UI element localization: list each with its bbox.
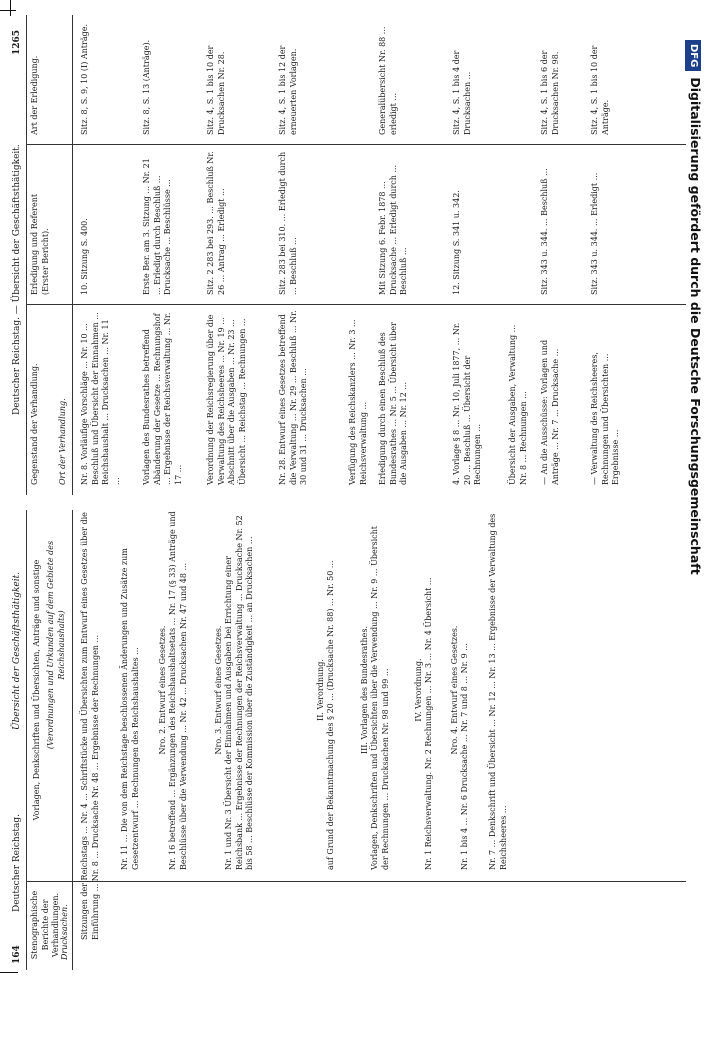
left-entry-2-heading: Nro. 2. Entwurf eines Gesetzes. [158, 625, 167, 755]
right-row-8-subject: — An die Ausschüsse: Vorlagen und Anträge ... Nr. 7 ... Drucksache ... [540, 339, 560, 485]
left-entry-6-heading: IV. Verordnung. [414, 658, 423, 722]
left-entry-4-body: auf Grund der Bekanntmachung des § 20 ... (Drucksache Nr. 88) ... Nr. 50 ... [326, 560, 335, 870]
left-page-number: 164 [12, 945, 22, 964]
right-page [0, 0, 707, 495]
right-col-header-3: Art der Erledigung. [30, 55, 39, 135]
left-entry-3-heading: Nro. 3. Entwurf eines Gesetzes. [214, 625, 223, 755]
right-top-rule [26, 15, 27, 495]
left-entry-5 [360, 510, 391, 870]
right-row-0-subject: Nr. 8. Vorläufige Vorschläge ... Nr. 10 ... Beschluß und Übersicht der Einnahmen ... Reichshaushalt ... Drucksachen ... Nr. 11 ... [80, 312, 121, 485]
right-row-9-ref: Sitz. 343 u. 344. ... Erledigt ... [590, 172, 599, 295]
right-row-3-result: Sitz. 4, S. 1 bis 12 der erneuerten Vorlagen. [278, 45, 298, 135]
right-row-8-result: Sitz. 4, S. 1 bis 6 der Drucksachen Nr. 98. [540, 50, 560, 135]
left-entry-8-body: Nr. 7 ... Denkschrift und Übersicht ... Nr. 12 ... Nr. 13 ... Ergebnisse der Verwaltung des Reichsheeres ... [488, 513, 508, 870]
left-entry-7 [450, 510, 471, 870]
right-row-3-ref: Sitz. 283 bei 310. ... Erledigt durch ... Beschluß ... [278, 151, 298, 295]
right-row-9-result: Sitz. 4, S. 1 bis 10 der Anträge. [590, 45, 610, 135]
left-entry-0-body: Sitzungen der Reichstags ... Nr. 4 ... Schriftstücke und Übersichten zum Entwurf eines Gesetzes über die Einführung ... Nr. 8 ... Drucksache Nr. 48 ... Ergebnisse der Rechnungen ... [80, 512, 100, 940]
right-col-header-2: Erledigung und Referent (Erster Bericht). [30, 193, 50, 295]
left-entry-3 [214, 510, 256, 870]
left-entry-7-heading: Nro. 4. Entwurf eines Gesetzes. [450, 625, 459, 755]
left-title-line: Vorlagen, Denkschriften und Übersichten, Anträge und sonstige [32, 559, 41, 821]
right-col-header-4: Ort der Verhandlung. [58, 398, 67, 485]
right-row-8-ref: Sitz. 343 u. 344. ... Beschluß ... [540, 168, 549, 295]
left-entry-6-body: Nr. 1 Reichsverwaltung. Nr. 2 Rechnungen ... Nr. 3 ... Nr. 4 Übersicht ... [424, 577, 433, 870]
right-row-0-result: Sitz. 8, S. 9, 10 (I) Anträge. [80, 24, 89, 135]
left-entry-4 [316, 510, 337, 870]
left-entry-7-body: Nr. 1 bis 4 ... Nr. 6 Drucksache ... Nr. 7 und 8 ... Nr. 9 ... [460, 643, 469, 870]
left-col-header-1: Stenographische Berichte der Verhandlungen. [30, 890, 60, 960]
right-row-1-result: Sitz. 8, S. 13 (Anträge). [142, 39, 151, 135]
right-row-1-subject: Vorlagen des Bundesrathes betreffend Abänderung der Gesetze ... Rechnungshof ... Ergebnisse der Reichsverwaltung ... Nr. 17 ... [142, 312, 183, 485]
left-top-rule [26, 510, 27, 970]
left-entry-0 [80, 510, 101, 940]
right-page-number: 1265 [12, 29, 22, 55]
right-row-9-subject: — Verwaltung des Reichsheeres, Rechnungen und Übersichten ... Ergebnisse ... [590, 352, 620, 485]
right-row-4-subject: Verfügung des Reichskanzlers ... Nr. 3 ... Reichsverwaltung ... [348, 319, 368, 485]
left-header-rule [72, 510, 73, 970]
right-row-5-result: Generalübersicht Nr. 88 ... erledigt ... [378, 26, 398, 135]
dfg-notice-strip [685, 0, 705, 1000]
left-entry-4-heading: II. Verordnung. [316, 659, 325, 721]
left-col-header-2: Drucksachen. [60, 904, 69, 960]
left-subtitle: (Verordnungen und Urkunden auf dem Gebiete des Reichshaushalts) [46, 540, 66, 750]
right-header-rule [72, 15, 73, 495]
right-col-divider-1 [26, 304, 686, 305]
left-entry-5-heading: III. Vorlagen des Bundesrathes. [360, 625, 369, 755]
left-entry-1 [120, 510, 141, 870]
left-entry-1-body: Nr. 11 ... Die von dem Reichstage beschlossenen Änderungen und Zusätze zum Gesetzentwurf ... Rechnungen des Reichshaushaltes ... [120, 548, 140, 870]
right-row-7-subject: Übersicht der Ausgaben, Verwaltung ... Nr. 8 ... Rechnungen ... [508, 324, 528, 485]
right-col-divider-2 [26, 144, 686, 145]
left-entry-8 [488, 510, 509, 870]
right-col-header-1: Gegenstand der Verhandlung. [30, 363, 39, 485]
left-entry-3-body: Nr. 1 und Nr. 3 Übersicht der Einnahmen und Ausgaben bei Errichtung einer Reichsbank ... Ergebnisse der Rechnungen der Reichsverwaltung ... Drucksache Nr. 52 bis 58 ... Beschlüsse der Kommission über die Zuständigkeit ... an Drucksachen ... [224, 515, 254, 870]
left-entry-2-body: Nr. 16 betreffend ... Ergänzungen des Reichshaushaltsetats ... Nr. 17 (§ 33) Anträge und Beschlüsse über die Verwendung ... Nr. 42 ... Drucksachen Nr. 47 und 48 ... [168, 511, 188, 870]
left-entry-6 [414, 510, 435, 870]
left-column-divider [26, 881, 686, 882]
dfg-notice-text: Digitalisierung gefördert durch die Deutsche Forschungsgemeinschaft [688, 77, 703, 575]
left-running-head-center: Übersicht der Geschäftsthätigkeit. [12, 571, 22, 730]
right-row-6-result: Sitz. 4, S. 1 bis 4 der Drucksachen ... [452, 50, 472, 135]
right-row-5-subject: Erledigung durch einen Beschluß des Bundesrathes ... Nr. 5 ... Übersicht über die Ausgaben ... Nr. 12 ... [378, 322, 408, 485]
dfg-logo-badge: DFG [685, 40, 701, 71]
left-page [0, 500, 707, 1000]
dfg-notice [685, 0, 705, 1040]
right-row-2-subject: Verordnung der Reichsregierung über die Verwaltung des Reichsheeres ... Nr. 19 ... Abschnitt über die Ausgaben ... Nr. 23 ... Übersicht ... Reichstag ... Rechnungen ... [206, 314, 247, 485]
left-entry-2 [158, 510, 189, 870]
right-row-0-ref: 10. Sitzung S. 400. [80, 218, 89, 295]
right-row-3-subject: Nr. 28. Entwurf eines Gesetzes betreffend die Verwaltung ... Nr. 29 ... Beschluß ... Nr. 30 und 31 ... Drucksachen ... [278, 310, 308, 485]
right-row-2-result: Sitz. 4, S. 1 bis 10 der Drucksachen Nr. 28. [206, 45, 226, 135]
right-row-6-ref: 12. Sitzung S. 341 u. 342. [452, 190, 461, 295]
right-row-6-subject: 4. Vorlage § 8 ... Nr. 10, Juli 1877, ... Nr. 20 ... Beschluß ... Übersicht der Rechnungen ... [452, 322, 482, 485]
left-entry-5-body: Vorlagen, Denkschriften und Übersichten über die Verwendung ... Nr. 9 ... Übersicht der Rechnungen ... Drucksachen Nr. 98 und 99 ... [370, 525, 390, 870]
right-running-head: Deutscher Reichstag. — Übersicht der Geschäftsthätigkeit. [12, 144, 22, 415]
right-row-2-ref: Sitz. 2 283 bei 293. ... Beschluß Nr. 26 ... Antrag ... Erledigt ... [206, 151, 226, 295]
left-running-head: Deutscher Reichstag. [12, 814, 22, 912]
right-row-1-ref: Erste Ber. am 3. Sitzung ... Nr. 21 ... Erledigt durch Beschluß ... Drucksache ... Beschlüsse ... [142, 158, 172, 295]
right-row-5-ref: Mit Sitzung 6. Febr. 1878 ... Drucksache ... Erledigt durch ... Beschluß ... [378, 164, 408, 295]
